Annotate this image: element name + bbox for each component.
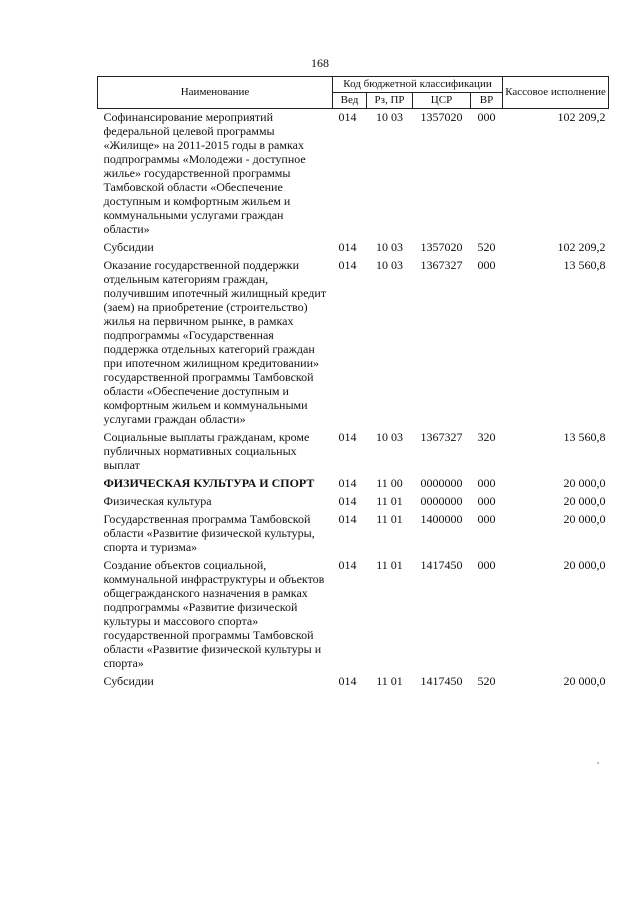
row-vr: 000: [477, 258, 496, 272]
row-amount: 13 560,8: [563, 258, 606, 272]
row-rz-pr: 11 01: [376, 558, 403, 572]
row-ved: 014: [338, 558, 357, 572]
row-name: Социальные выплаты гражданам, кроме публичных нормативных социальных выплат: [103, 430, 310, 472]
row-amount: 102 209,2: [557, 240, 606, 254]
row-name: Софинансирование мероприятий федеральной целевой программы «Жилище» на 2011-2015 годы в рамках подпрограммы «Молодежи - доступное жилье» государственной программы Тамбовской области «Обеспечение доступным и комфортным жильем и коммунальными услугами граждан области»: [103, 110, 306, 236]
header-ved: Вед: [333, 93, 367, 109]
row-rz-pr: 11 00: [376, 476, 403, 490]
row-ved: 014: [338, 476, 357, 490]
row-ved: 014: [338, 258, 357, 272]
row-rz-pr: 11 01: [376, 674, 403, 688]
row-csr: 1417450: [420, 674, 463, 688]
row-vr: 520: [477, 240, 496, 254]
header-vr: ВР: [471, 93, 503, 109]
table-row: [98, 239, 609, 257]
row-ved: 014: [338, 512, 357, 526]
page-number: 168: [311, 56, 329, 70]
budget-table: [97, 76, 609, 691]
row-ved: 014: [338, 110, 357, 124]
row-csr: 1357020: [420, 110, 463, 124]
row-vr: 000: [477, 512, 496, 526]
header-rz-pr: Рз, ПР: [367, 93, 413, 109]
row-csr: 1417450: [420, 558, 463, 572]
table-row: [98, 257, 609, 429]
row-name: Физическая культура: [103, 494, 212, 508]
row-name: Создание объектов социальной, коммунальной инфраструктуры и объектов общегражданского назначения в рамках подпрограммы «Развитие физической культуры и массового спорта» государственной программы Тамбовской области «Развитие физической культуры и спорта»: [103, 558, 325, 670]
table-row: [98, 429, 609, 475]
row-ved: 014: [338, 430, 357, 444]
table-row: [98, 493, 609, 511]
table-row: [98, 109, 609, 240]
row-rz-pr: 10 03: [376, 110, 403, 124]
row-vr: 000: [477, 110, 496, 124]
row-ved: 014: [338, 240, 357, 254]
row-ved: 014: [338, 494, 357, 508]
row-rz-pr: 10 03: [376, 430, 403, 444]
row-csr: 1367327: [420, 430, 463, 444]
table-row: [98, 511, 609, 557]
row-vr: 520: [477, 674, 496, 688]
row-amount: 20 000,0: [563, 512, 606, 526]
row-amount: 20 000,0: [563, 476, 606, 490]
row-vr: 320: [477, 430, 496, 444]
table-row: [98, 557, 609, 673]
row-amount: 20 000,0: [563, 494, 606, 508]
row-rz-pr: 10 03: [376, 240, 403, 254]
row-ved: 014: [338, 674, 357, 688]
table-header-row: [98, 77, 609, 93]
row-csr: 1400000: [420, 512, 463, 526]
row-rz-pr: 11 01: [376, 512, 403, 526]
row-csr: 0000000: [420, 494, 463, 508]
row-name: ФИЗИЧЕСКАЯ КУЛЬТУРА И СПОРТ: [103, 476, 315, 490]
header-code-group: Код бюджетной классификации: [333, 77, 503, 93]
row-rz-pr: 10 03: [376, 258, 403, 272]
row-name: Оказание государственной поддержки отдельным категориям граждан, получившим ипотечный жилищный кредит (заем) на приобретение (строительство) жилья на первичном рынке, в рамках подпрограммы «Государственная поддержка отдельных категорий граждан при ипотечном жилищном кредитовании» государственной программы Тамбовской области «Обеспечение доступным и комфортным жильем и коммунальными услугами граждан области»: [103, 258, 327, 426]
row-csr: 0000000: [420, 476, 463, 490]
header-name: Наименование: [98, 77, 333, 109]
table-row: [98, 673, 609, 691]
row-rz-pr: 11 01: [376, 494, 403, 508]
row-name: Государственная программа Тамбовской области «Развитие физической культуры, спорта и туризма»: [103, 512, 315, 554]
row-vr: 000: [477, 494, 496, 508]
table-row: [98, 475, 609, 493]
header-execution: Кассовое исполнение: [503, 77, 609, 109]
header-csr: ЦСР: [413, 93, 471, 109]
row-amount: 102 209,2: [557, 110, 606, 124]
row-name: Субсидии: [103, 674, 154, 688]
table-body: [98, 109, 609, 692]
row-amount: 20 000,0: [563, 674, 606, 688]
row-name: Субсидии: [103, 240, 154, 254]
scan-speck: [597, 762, 599, 764]
row-amount: 20 000,0: [563, 558, 606, 572]
row-csr: 1367327: [420, 258, 463, 272]
row-csr: 1357020: [420, 240, 463, 254]
row-vr: 000: [477, 476, 496, 490]
row-amount: 13 560,8: [563, 430, 606, 444]
row-vr: 000: [477, 558, 496, 572]
